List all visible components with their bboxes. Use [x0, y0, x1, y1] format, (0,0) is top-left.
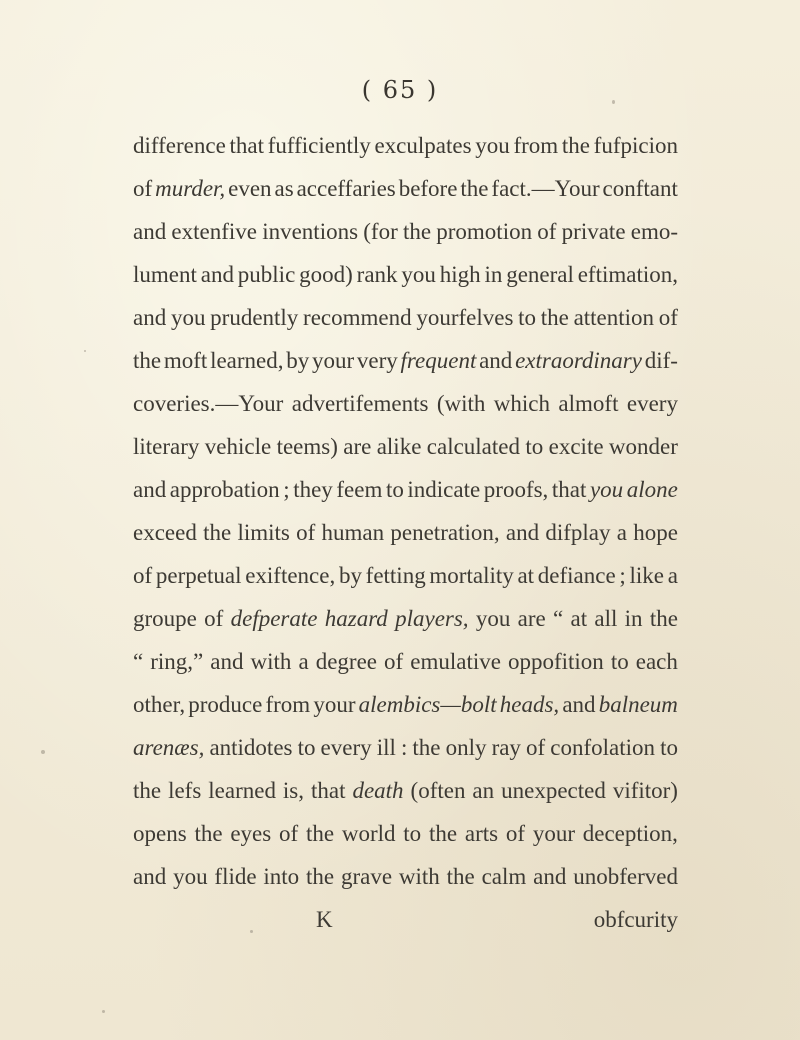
word: human — [321, 520, 385, 545]
word: attention — [573, 305, 655, 330]
word: to — [518, 305, 537, 330]
word: vehicle — [204, 434, 272, 459]
word: ; — [619, 563, 626, 588]
word: the — [412, 735, 441, 760]
word: perpetual — [155, 563, 242, 588]
word: and — [210, 649, 244, 674]
word: a — [298, 649, 309, 674]
paper-speck — [41, 750, 45, 754]
word: to — [660, 735, 678, 760]
text-line — [133, 167, 678, 210]
word: to — [403, 821, 422, 846]
word: world — [341, 821, 396, 846]
italic-word: you — [589, 477, 624, 502]
word: fufficiently — [267, 133, 371, 158]
word: the — [133, 348, 162, 373]
text-line — [133, 812, 678, 855]
italic-word: death — [352, 778, 404, 803]
word: private — [561, 219, 626, 244]
word: that — [310, 778, 346, 803]
signature-mark: K — [316, 907, 333, 932]
word: and — [533, 864, 567, 889]
italic-word: heads, — [499, 692, 560, 717]
word: that — [229, 133, 264, 158]
word: ; — [283, 477, 290, 502]
word: produce — [188, 692, 263, 717]
word: emulative — [410, 649, 501, 674]
word: ring,” — [150, 649, 204, 674]
word: and — [133, 305, 167, 330]
word: high — [439, 262, 481, 287]
word: prudently — [210, 305, 299, 330]
text-line — [133, 382, 678, 425]
word: limits — [237, 520, 290, 545]
paper-speck — [84, 350, 86, 352]
word: with — [398, 864, 440, 889]
word: of — [505, 821, 526, 846]
word: an — [472, 778, 495, 803]
word: teems) — [276, 434, 338, 459]
catchword: obfcurity — [593, 907, 678, 932]
word: the — [446, 864, 475, 889]
word: public — [237, 262, 296, 287]
word: only — [445, 735, 487, 760]
word: wonder — [608, 434, 678, 459]
word: approbation — [169, 477, 280, 502]
word: the — [194, 821, 223, 846]
word: to — [297, 735, 316, 760]
text-line — [133, 597, 678, 640]
word: literary — [133, 434, 200, 459]
word: of — [279, 821, 299, 846]
word: and — [562, 692, 596, 717]
text-line — [133, 124, 678, 167]
word: “ — [552, 606, 564, 631]
word: in — [624, 606, 643, 631]
word: from — [265, 692, 311, 717]
italic-word: frequent — [400, 348, 477, 373]
word: and — [200, 262, 234, 287]
word: like — [629, 563, 665, 588]
word: defiance — [537, 563, 616, 588]
word: fetting — [365, 563, 426, 588]
word: you — [475, 133, 510, 158]
word: a — [616, 520, 627, 545]
word: difplay — [545, 520, 611, 545]
italic-word: alone — [626, 477, 678, 502]
text-line — [133, 554, 678, 597]
word: (often — [410, 778, 466, 803]
word: you — [401, 262, 436, 287]
word: by — [338, 563, 362, 588]
italic-word: alembics—bolt — [358, 692, 497, 717]
word: (for — [363, 219, 398, 244]
word: into — [263, 864, 300, 889]
word: the — [133, 778, 162, 803]
word: fact.—Your — [491, 176, 600, 201]
word: the — [203, 520, 232, 545]
text-line — [133, 253, 678, 296]
text-line — [133, 210, 678, 253]
text-line — [133, 425, 678, 468]
word: difference — [133, 133, 226, 158]
word: your — [532, 821, 575, 846]
word: you — [173, 864, 208, 889]
word: and — [479, 348, 513, 373]
body-text — [133, 124, 678, 941]
word: very — [356, 348, 398, 373]
text-line — [133, 468, 678, 511]
italic-word: extraordinary — [515, 348, 642, 373]
word: degree — [315, 649, 378, 674]
italic-word: players, — [395, 606, 469, 631]
word: confolation — [550, 735, 656, 760]
word: promotion — [436, 219, 533, 244]
word: of — [204, 606, 224, 631]
word: and — [505, 520, 540, 545]
word: of — [384, 649, 404, 674]
word: indicate — [407, 477, 481, 502]
word: feem — [336, 477, 383, 502]
italic-word: balneum — [598, 692, 678, 717]
word: with — [250, 649, 292, 674]
word: oppofition — [507, 649, 604, 674]
text-line — [133, 683, 678, 726]
word: calculated — [426, 434, 520, 459]
word: recommend — [303, 305, 412, 330]
word: ray — [491, 735, 521, 760]
word: opens — [133, 821, 187, 846]
word: deception, — [582, 821, 678, 846]
word: fufpicion — [593, 133, 678, 158]
word: in — [484, 262, 503, 287]
word: before — [398, 176, 458, 201]
word: a — [667, 563, 678, 588]
word: the — [306, 864, 335, 889]
word: vifitor) — [612, 778, 678, 803]
signature-catchword-line — [133, 898, 678, 941]
word: and — [133, 477, 167, 502]
paper-speck — [612, 100, 615, 104]
text-line — [133, 339, 678, 382]
word: exculpates — [374, 133, 472, 158]
word: of — [296, 520, 316, 545]
word: rank — [356, 262, 398, 287]
word: learned — [208, 778, 276, 803]
word: dif- — [644, 348, 678, 373]
italic-word: defperate — [230, 606, 318, 631]
word: (with — [436, 391, 486, 416]
italic-word: hazard — [324, 606, 388, 631]
word: calm — [481, 864, 527, 889]
word: advertifements — [291, 391, 429, 416]
text-line — [133, 296, 678, 339]
word: moft — [163, 348, 208, 373]
word: all — [594, 606, 618, 631]
word: as — [274, 176, 294, 201]
paper-speck — [250, 930, 253, 933]
word: the — [428, 821, 458, 846]
word: of — [133, 563, 153, 588]
word: ill — [376, 735, 396, 760]
text-line — [133, 640, 678, 683]
word: to — [385, 477, 404, 502]
word: penetration, — [390, 520, 500, 545]
word: the — [540, 305, 569, 330]
word: almoft — [558, 391, 619, 416]
word: alike — [376, 434, 422, 459]
word: each — [635, 649, 678, 674]
word: the — [460, 176, 489, 201]
word: emo- — [630, 219, 678, 244]
word: acceffaries — [296, 176, 396, 201]
page-number-header: ( 65 ) — [361, 76, 439, 104]
word: exceed — [133, 520, 197, 545]
word: the — [402, 219, 432, 244]
text-line — [133, 511, 678, 554]
word: and — [133, 219, 167, 244]
word: of — [658, 305, 678, 330]
word: good) — [299, 262, 353, 287]
word: general — [506, 262, 574, 287]
word: proofs, — [483, 477, 549, 502]
word: your — [313, 692, 356, 717]
word: at — [570, 606, 588, 631]
word: which — [493, 391, 551, 416]
word: eyes — [230, 821, 272, 846]
italic-word: murder, — [155, 176, 226, 201]
word: the — [649, 606, 678, 631]
text-line — [133, 769, 678, 812]
word: : — [400, 735, 408, 760]
word: they — [293, 477, 333, 502]
word: learned, — [210, 348, 284, 373]
paper-speck — [102, 1010, 105, 1013]
word: every — [320, 735, 372, 760]
word: eftimation, — [577, 262, 678, 287]
word: other, — [133, 692, 186, 717]
word: of — [133, 176, 153, 201]
word: the — [561, 133, 590, 158]
word: grave — [340, 864, 393, 889]
word: conftant — [602, 176, 678, 201]
word: of — [537, 219, 557, 244]
word: yourfelves — [416, 305, 514, 330]
word: are — [517, 606, 546, 631]
word: excite — [548, 434, 604, 459]
text-line — [133, 726, 678, 769]
word: arts — [464, 821, 499, 846]
word: to — [525, 434, 544, 459]
word: is, — [282, 778, 305, 803]
word: flide — [214, 864, 257, 889]
word: antidotes — [209, 735, 293, 760]
word: by — [286, 348, 310, 373]
word: inventions — [262, 219, 359, 244]
word: unexpected — [501, 778, 606, 803]
word: mortality — [429, 563, 514, 588]
word: to — [610, 649, 629, 674]
word: are — [343, 434, 372, 459]
word: extenfive — [171, 219, 257, 244]
word: coveries.—Your — [133, 391, 284, 416]
word: from — [513, 133, 559, 158]
word: lefs — [168, 778, 202, 803]
word: unobferved — [573, 864, 678, 889]
word: “ — [133, 649, 144, 674]
word: your — [312, 348, 355, 373]
word: of — [526, 735, 546, 760]
word: and — [133, 864, 167, 889]
word: exiftence, — [245, 563, 336, 588]
word: even — [228, 176, 272, 201]
text-line — [133, 855, 678, 898]
word: groupe — [133, 606, 197, 631]
word: lument — [133, 262, 197, 287]
word: every — [626, 391, 678, 416]
word: you — [170, 305, 206, 330]
italic-word: arenæs, — [133, 735, 205, 760]
word: that — [551, 477, 587, 502]
word: hope — [633, 520, 678, 545]
word: you — [475, 606, 511, 631]
word: at — [517, 563, 535, 588]
word: the — [305, 821, 335, 846]
